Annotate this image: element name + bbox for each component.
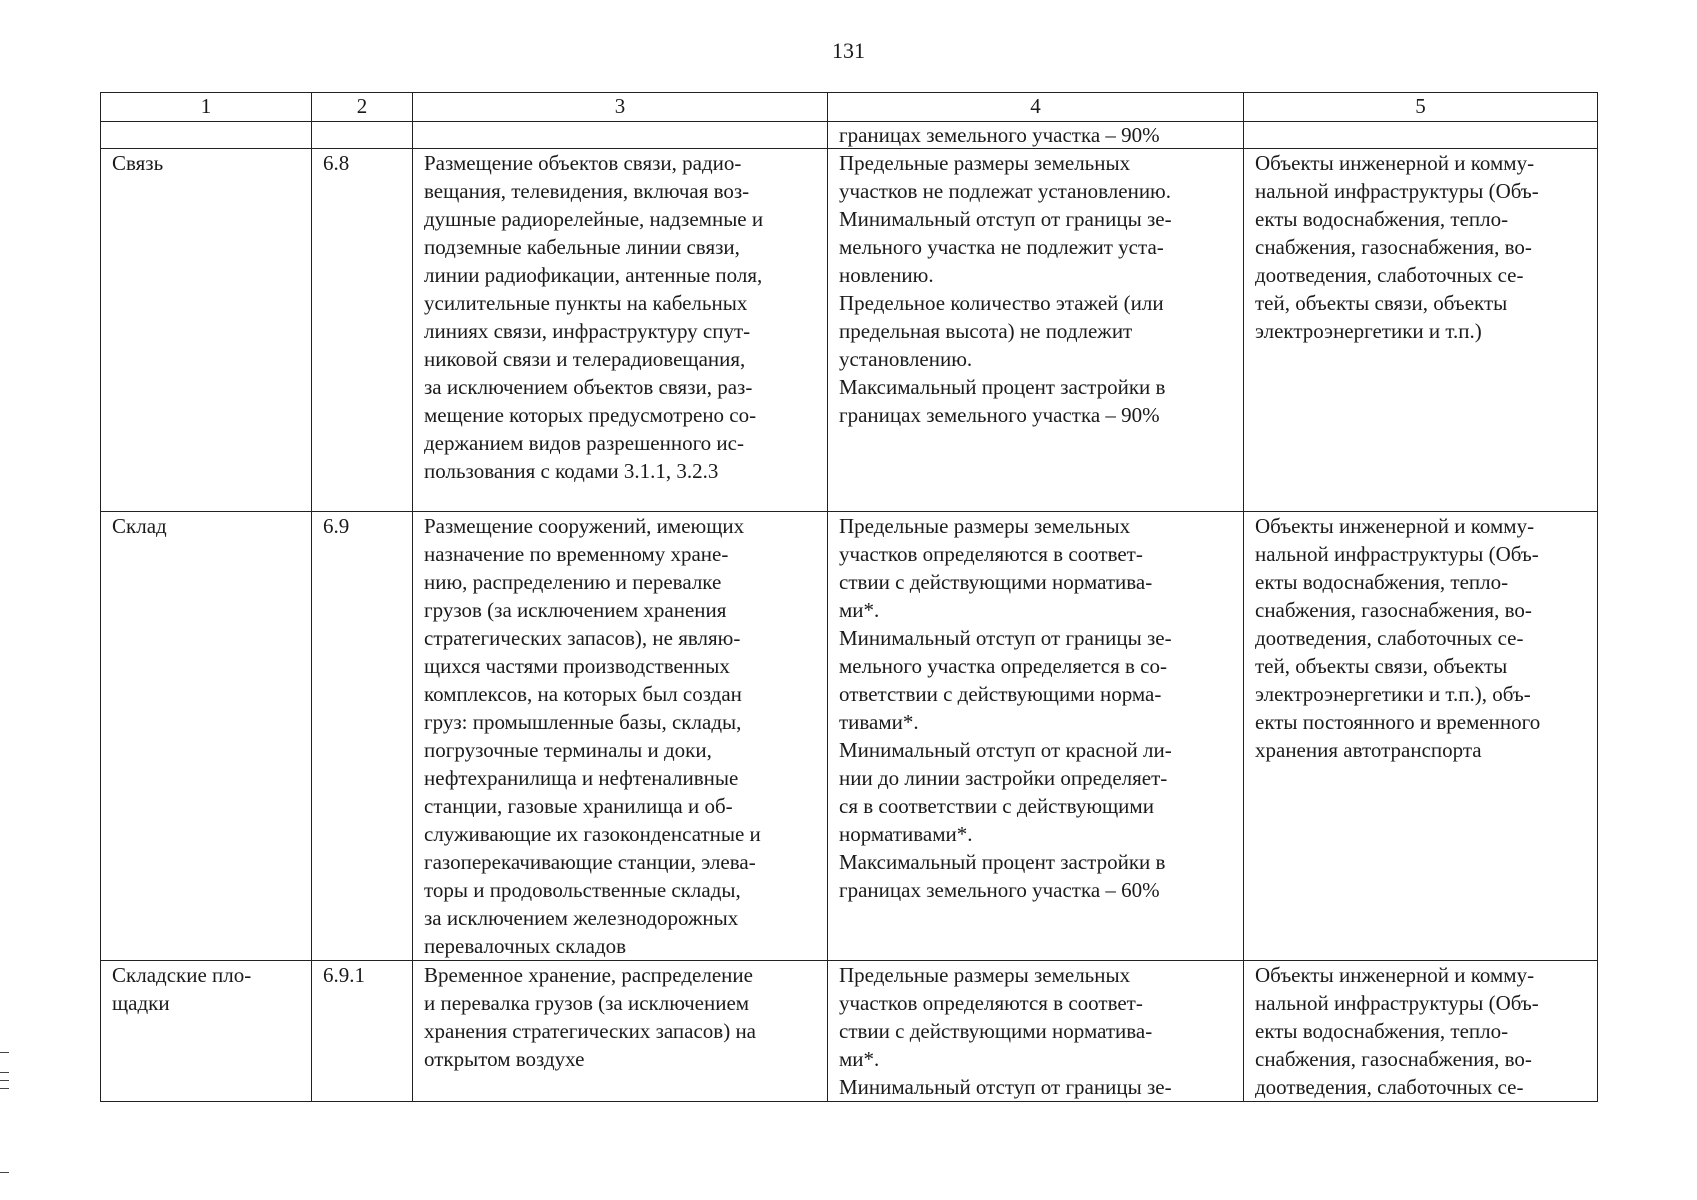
table-row [101,961,1598,1102]
cell-use-code [312,122,413,149]
cell-use-code: 6.8 [312,149,413,512]
land-use-table [100,92,1598,1102]
cell-parameters: Предельные размеры земельных участков определяются в соответ- ствии с действующими норматива- ми*. Минимальный отступ от границы зе- [828,961,1244,1102]
cell-use-name: Склад [101,512,312,961]
cell-use-name: Складские пло- щадки [101,961,312,1102]
cell-auxiliary-uses [1244,122,1598,149]
table-row [101,512,1598,961]
cell-auxiliary-uses: Объекты инженерной и комму- нальной инфраструктуры (Объ- екты водоснабжения, тепло- снабжения, газоснабжения, во- доотведения, слаботочных се- тей, объекты связи, объекты электроэнергетики и т.п.), объ- екты постоянного и временного хранения автотранспорта [1244,512,1598,961]
cell-use-code: 6.9.1 [312,961,413,1102]
margin-mark [0,1172,9,1173]
cell-auxiliary-uses: Объекты инженерной и комму- нальной инфраструктуры (Объ- екты водоснабжения, тепло- снабжения, газоснабжения, во- доотведения, слаботочных се- [1244,961,1598,1102]
page-number: 131 [832,38,865,63]
cell-use-name [101,122,312,149]
column-header-4: 4 [828,93,1244,122]
table-row [101,122,1598,149]
cell-use-description: Размещение сооружений, имеющих назначение по временному хране- нию, распределению и перевалке грузов (за исключением хранения стратегических запасов), не являю- щихся частями производственных комплексов, на которых был создан груз: промышленные базы, склады, погрузочные терминалы и доки, нефтехранилища и нефтеналивные станции, газовые хранилища и об- служивающие их газоконденсатные и газоперекачивающие станции, элева- торы и продовольственные склады, за исключением железнодорожных перевалочных складов [413,512,828,961]
table-header-row [101,93,1598,122]
cell-use-name: Связь [101,149,312,512]
cell-use-description: Временное хранение, распределение и перевалка грузов (за исключением хранения стратегических запасов) на открытом воздухе [413,961,828,1102]
margin-mark [0,1080,9,1081]
cell-parameters: Предельные размеры земельных участков определяются в соответ- ствии с действующими норматива- ми*. Минимальный отступ от границы зе- мельного участка определяется в со- ответствии с действующими норма- тивами*. Минимальный отступ от красной ли- нии до линии застройки определяет- ся в соответствии с действующими нормативами*. Максимальный процент застройки в границах земельного участка – 60% [828,512,1244,961]
margin-mark [0,1072,9,1073]
column-header-5: 5 [1244,93,1598,122]
column-header-1: 1 [101,93,312,122]
cell-use-code: 6.9 [312,512,413,961]
table-row [101,149,1598,512]
margin-mark [0,1088,9,1089]
margin-mark [0,1052,9,1053]
cell-auxiliary-uses: Объекты инженерной и комму- нальной инфраструктуры (Объ- екты водоснабжения, тепло- снабжения, газоснабжения, во- доотведения, слаботочных се- тей, объекты связи, объекты электроэнергетики и т.п.) [1244,149,1598,512]
cell-parameters: Предельные размеры земельных участков не подлежат установлению. Минимальный отступ от границы зе- мельного участка не подлежит уста- новлению. Предельное количество этажей (или предельная высота) не подлежит установлению. Максимальный процент застройки в границах земельного участка – 90% [828,149,1244,512]
column-header-3: 3 [413,93,828,122]
column-header-2: 2 [312,93,413,122]
cell-use-description [413,122,828,149]
cell-parameters: границах земельного участка – 90% [828,122,1244,149]
cell-use-description: Размещение объектов связи, радио- вещания, телевидения, включая воз- душные радиорелейные, надземные и подземные кабельные линии связи, линии радиофикации, антенные поля, усилительные пункты на кабельных линиях связи, инфраструктуру спут- никовой связи и телерадиовещания, за исключением объектов связи, раз- мещение которых предусмотрено со- держанием видов разрешенного ис- пользования с кодами 3.1.1, 3.2.3 [413,149,828,512]
